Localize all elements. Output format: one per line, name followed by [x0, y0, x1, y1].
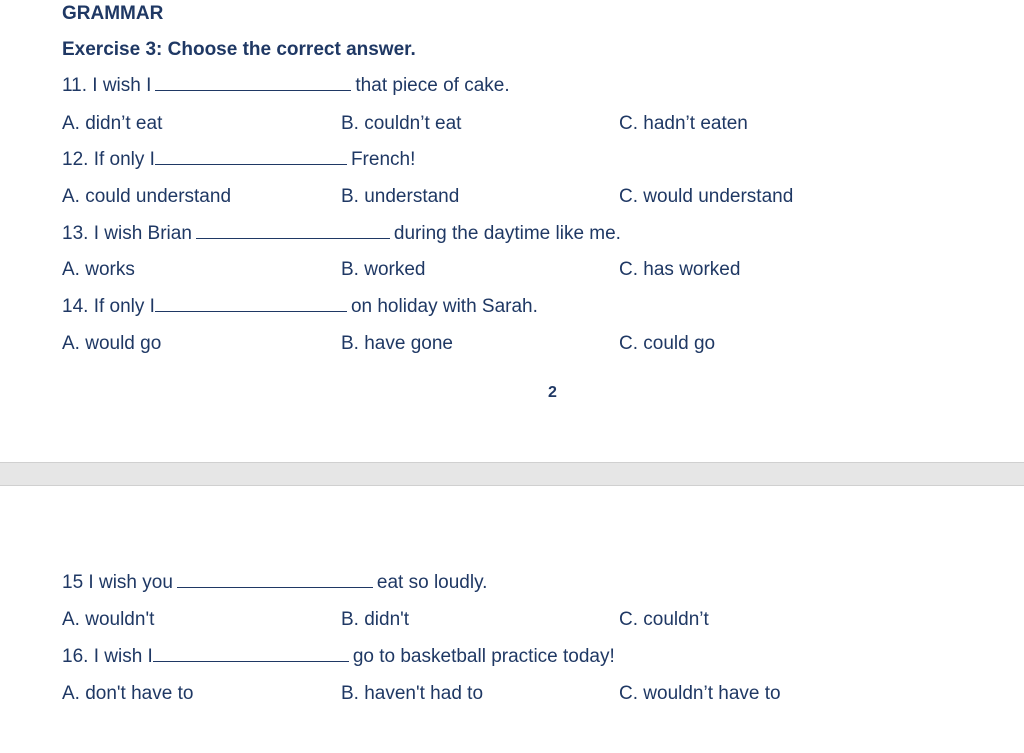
option-a: A. don't have to — [62, 683, 194, 704]
option-b: B. have gone — [341, 333, 453, 354]
option-b: B. haven't had to — [341, 683, 484, 704]
option-c: C. couldn’t — [619, 609, 709, 630]
answer-blank — [177, 571, 373, 588]
option-a: A. could understand — [62, 186, 232, 207]
answer-blank — [155, 148, 347, 165]
page-separator — [0, 462, 1024, 486]
option-c: C. would understand — [619, 186, 794, 207]
answer-blank — [196, 222, 390, 239]
question-stem-before: 16. I wish I — [62, 646, 153, 667]
option-b: B. worked — [341, 259, 426, 280]
question-stem-before: 13. I wish Brian — [62, 223, 192, 244]
question-stem-after: go to basketball practice today! — [352, 646, 615, 667]
option-c: C. wouldn’t have to — [619, 683, 781, 704]
question-15 — [62, 571, 487, 595]
question-11 — [62, 74, 510, 98]
option-b: B. didn't — [341, 609, 410, 630]
document-page-2 — [0, 486, 1024, 753]
option-a: A. didn’t eat — [62, 113, 163, 134]
answer-blank — [155, 295, 347, 312]
option-c: C. could go — [619, 333, 716, 354]
question-14 — [62, 295, 538, 319]
question-stem-before: 12. If only I — [62, 149, 155, 170]
question-16 — [62, 645, 615, 669]
option-a: A. wouldn't — [62, 609, 155, 630]
question-stem-after: on holiday with Sarah. — [350, 296, 538, 317]
question-stem-before: 11. I wish I — [62, 75, 152, 96]
question-stem-after: during the daytime like me. — [393, 223, 621, 244]
question-stem-after: that piece of cake. — [355, 75, 510, 96]
option-b: B. understand — [341, 186, 460, 207]
option-b: B. couldn’t eat — [341, 113, 462, 134]
exercise-title: Exercise 3: Choose the correct answer. — [62, 39, 416, 60]
question-stem-before: 14. If only I — [62, 296, 155, 317]
answer-blank — [155, 74, 351, 91]
question-12 — [62, 148, 415, 172]
option-c: C. has worked — [619, 259, 741, 280]
section-title: GRAMMAR — [62, 3, 164, 24]
question-stem-before: 15 I wish you — [62, 572, 173, 593]
answer-blank — [153, 645, 349, 662]
question-13 — [62, 222, 621, 246]
option-c: C. hadn’t eaten — [619, 113, 748, 134]
page-number: 2 — [548, 384, 557, 401]
question-stem-after: French! — [350, 149, 416, 170]
option-a: A. works — [62, 259, 135, 280]
question-stem-after: eat so loudly. — [376, 572, 488, 593]
option-a: A. would go — [62, 333, 162, 354]
